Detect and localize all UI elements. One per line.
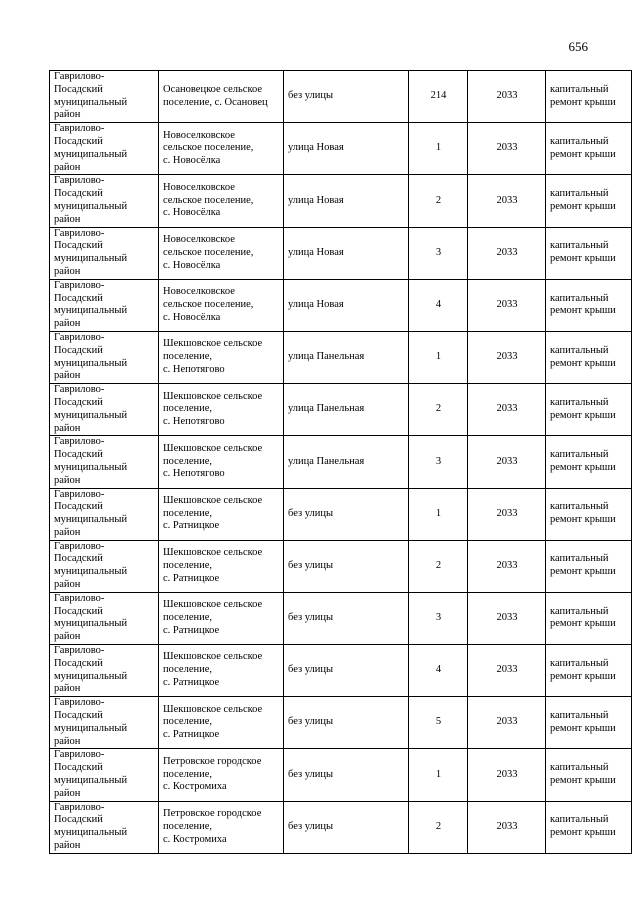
street-cell: без улицы (284, 592, 409, 644)
house-number-cell: 1 (409, 331, 468, 383)
street-cell: улица Новая (284, 227, 409, 279)
house-number-cell: 4 (409, 645, 468, 697)
work-type-cell: капитальный ремонт крыши (546, 697, 632, 749)
street-cell: улица Панельная (284, 436, 409, 488)
work-type-cell: капитальный ремонт крыши (546, 645, 632, 697)
work-type-cell: капитальный ремонт крыши (546, 540, 632, 592)
house-number-cell: 3 (409, 227, 468, 279)
settlement-cell: Новоселковское сельское поселение, с. Новосёлка (159, 279, 284, 331)
table-row (50, 71, 632, 123)
district-cell: Гаврилово- Посадский муниципальный район (50, 123, 159, 175)
table-row (50, 801, 632, 853)
work-type-cell: капитальный ремонт крыши (546, 175, 632, 227)
district-cell: Гаврилово- Посадский муниципальный район (50, 697, 159, 749)
year-cell: 2033 (468, 488, 546, 540)
table-row (50, 227, 632, 279)
work-type-cell: капитальный ремонт крыши (546, 592, 632, 644)
table-row (50, 540, 632, 592)
district-cell: Гаврилово- Посадский муниципальный район (50, 384, 159, 436)
district-cell: Гаврилово- Посадский муниципальный район (50, 801, 159, 853)
year-cell: 2033 (468, 645, 546, 697)
house-number-cell: 1 (409, 488, 468, 540)
settlement-cell: Шекшовское сельское поселение, с. Ратницкое (159, 488, 284, 540)
table-row (50, 123, 632, 175)
district-cell: Гаврилово- Посадский муниципальный район (50, 488, 159, 540)
work-type-cell: капитальный ремонт крыши (546, 801, 632, 853)
table-row (50, 175, 632, 227)
year-cell: 2033 (468, 384, 546, 436)
year-cell: 2033 (468, 697, 546, 749)
street-cell: без улицы (284, 697, 409, 749)
district-cell: Гаврилово- Посадский муниципальный район (50, 540, 159, 592)
settlement-cell: Осановецкое сельское поселение, с. Осановец (159, 71, 284, 123)
house-number-cell: 3 (409, 436, 468, 488)
year-cell: 2033 (468, 801, 546, 853)
house-number-cell: 1 (409, 749, 468, 801)
year-cell: 2033 (468, 331, 546, 383)
settlement-cell: Шекшовское сельское поселение, с. Ратницкое (159, 540, 284, 592)
table-body (50, 71, 632, 854)
table-row (50, 279, 632, 331)
street-cell: без улицы (284, 71, 409, 123)
settlement-cell: Шекшовское сельское поселение, с. Ратницкое (159, 645, 284, 697)
work-type-cell: капитальный ремонт крыши (546, 384, 632, 436)
district-cell: Гаврилово- Посадский муниципальный район (50, 71, 159, 123)
house-number-cell: 4 (409, 279, 468, 331)
settlement-cell: Шекшовское сельское поселение, с. Ратницкое (159, 697, 284, 749)
settlement-cell: Петровское городское поселение, с. Костромиха (159, 749, 284, 801)
settlement-cell: Новоселковское сельское поселение, с. Новосёлка (159, 123, 284, 175)
settlement-cell: Шекшовское сельское поселение, с. Непотягово (159, 436, 284, 488)
year-cell: 2033 (468, 592, 546, 644)
district-cell: Гаврилово- Посадский муниципальный район (50, 175, 159, 227)
house-number-cell: 2 (409, 540, 468, 592)
house-number-cell: 2 (409, 384, 468, 436)
district-cell: Гаврилово- Посадский муниципальный район (50, 227, 159, 279)
work-type-cell: капитальный ремонт крыши (546, 279, 632, 331)
house-number-cell: 2 (409, 175, 468, 227)
year-cell: 2033 (468, 279, 546, 331)
house-number-cell: 2 (409, 801, 468, 853)
house-number-cell: 3 (409, 592, 468, 644)
year-cell: 2033 (468, 540, 546, 592)
street-cell: без улицы (284, 540, 409, 592)
table-row (50, 592, 632, 644)
street-cell: улица Новая (284, 175, 409, 227)
work-type-cell: капитальный ремонт крыши (546, 227, 632, 279)
street-cell: без улицы (284, 645, 409, 697)
district-cell: Гаврилово- Посадский муниципальный район (50, 645, 159, 697)
street-cell: улица Панельная (284, 384, 409, 436)
page-number: 656 (568, 39, 588, 54)
work-type-cell: капитальный ремонт крыши (546, 436, 632, 488)
year-cell: 2033 (468, 227, 546, 279)
table-row (50, 384, 632, 436)
house-number-cell: 1 (409, 123, 468, 175)
year-cell: 2033 (468, 175, 546, 227)
settlement-cell: Петровское городское поселение, с. Костромиха (159, 801, 284, 853)
street-cell: без улицы (284, 488, 409, 540)
year-cell: 2033 (468, 123, 546, 175)
table-row (50, 488, 632, 540)
table-row (50, 749, 632, 801)
settlement-cell: Новоселковское сельское поселение, с. Новосёлка (159, 175, 284, 227)
settlement-cell: Шекшовское сельское поселение, с. Непотягово (159, 331, 284, 383)
street-cell: без улицы (284, 801, 409, 853)
settlement-cell: Шекшовское сельское поселение, с. Непотягово (159, 384, 284, 436)
work-type-cell: капитальный ремонт крыши (546, 123, 632, 175)
table-row (50, 645, 632, 697)
work-type-cell: капитальный ремонт крыши (546, 749, 632, 801)
year-cell: 2033 (468, 749, 546, 801)
street-cell: улица Новая (284, 123, 409, 175)
street-cell: без улицы (284, 749, 409, 801)
table-row (50, 436, 632, 488)
settlement-cell: Новоселковское сельское поселение, с. Новосёлка (159, 227, 284, 279)
settlement-cell: Шекшовское сельское поселение, с. Ратницкое (159, 592, 284, 644)
year-cell: 2033 (468, 436, 546, 488)
house-number-cell: 5 (409, 697, 468, 749)
district-cell: Гаврилово- Посадский муниципальный район (50, 331, 159, 383)
street-cell: улица Новая (284, 279, 409, 331)
district-cell: Гаврилово- Посадский муниципальный район (50, 592, 159, 644)
street-cell: улица Панельная (284, 331, 409, 383)
work-type-cell: капитальный ремонт крыши (546, 488, 632, 540)
table-row (50, 331, 632, 383)
work-type-cell: капитальный ремонт крыши (546, 331, 632, 383)
house-number-cell: 214 (409, 71, 468, 123)
district-cell: Гаврилово- Посадский муниципальный район (50, 279, 159, 331)
work-type-cell: капитальный ремонт крыши (546, 71, 632, 123)
repair-schedule-table (49, 70, 632, 854)
district-cell: Гаврилово- Посадский муниципальный район (50, 749, 159, 801)
year-cell: 2033 (468, 71, 546, 123)
table-row (50, 697, 632, 749)
district-cell: Гаврилово- Посадский муниципальный район (50, 436, 159, 488)
